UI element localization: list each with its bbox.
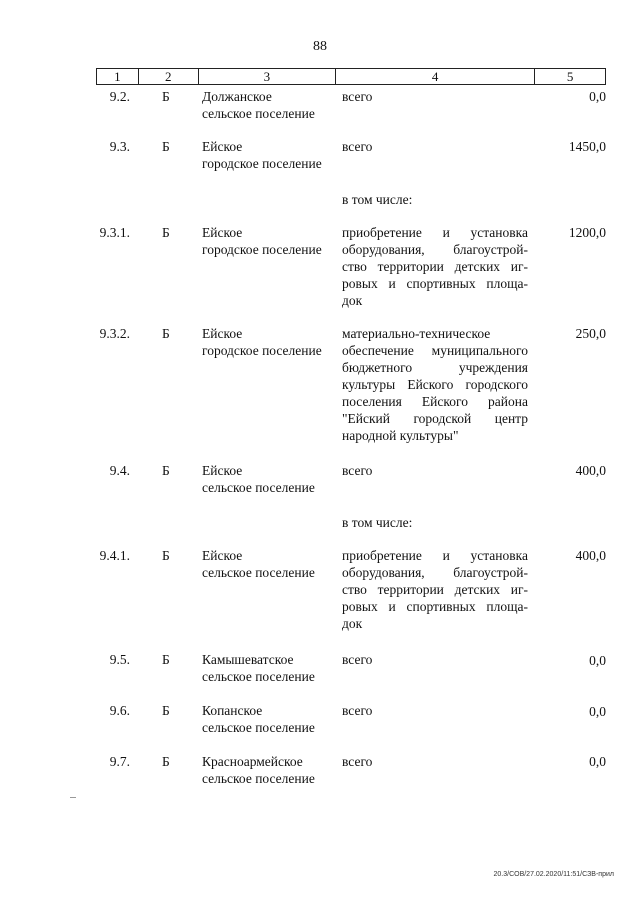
settlement-line: сельское поселение — [202, 669, 315, 684]
row-description — [342, 547, 528, 632]
settlement-line: Копанское — [202, 703, 263, 718]
header-cell-2: 2 — [139, 69, 199, 84]
settlement-line: Красноармейское — [202, 754, 303, 769]
row-value: 250,0 — [575, 326, 606, 341]
settlement-line: Камышеватское — [202, 652, 294, 667]
settlement-line: сельское поселение — [202, 771, 315, 786]
settlement-line: городское поселение — [202, 242, 322, 257]
row-number: 9.4.1. — [99, 548, 130, 563]
description-line: "Ейский городской центр — [342, 411, 528, 426]
description-line: всего — [342, 754, 373, 769]
description-line: оборудования, благоустрой- — [342, 565, 528, 580]
row-description — [342, 462, 528, 479]
row-description — [342, 753, 528, 770]
row-type: Б — [162, 89, 170, 104]
row-number: 9.3.2. — [99, 326, 130, 341]
description-line: оборудования, благоустрой- — [342, 242, 528, 257]
footer-stamp: 20.3/COB/27.02.2020/11:51/СЗВ-прил — [493, 871, 614, 878]
row-settlement — [202, 224, 342, 258]
row-number: 9.4. — [109, 463, 130, 478]
row-description — [342, 88, 528, 105]
description-line: народной культуры" — [342, 428, 459, 443]
description-line: док — [342, 293, 363, 308]
row-value: 400,0 — [575, 548, 606, 563]
description-line: всего — [342, 652, 373, 667]
description-line: ство территории детских иг- — [342, 259, 528, 274]
row-description — [342, 702, 528, 719]
row-description — [342, 224, 528, 309]
row-description — [342, 651, 528, 668]
settlement-line: Ейское — [202, 326, 243, 341]
description-line: бюджетного учреждения — [342, 360, 528, 375]
description-line: ство территории детских иг- — [342, 582, 528, 597]
row-number: 9.3. — [109, 139, 130, 154]
settlement-line: сельское поселение — [202, 106, 315, 121]
row-value: 0,0 — [589, 754, 606, 769]
row-value: 0,0 — [589, 653, 606, 668]
row-number: 9.5. — [109, 652, 130, 667]
row-type: Б — [162, 548, 170, 563]
header-cell-4: 4 — [336, 69, 535, 84]
settlement-line: сельское поселение — [202, 565, 315, 580]
settlement-line: Ейское — [202, 463, 243, 478]
row-type: Б — [162, 652, 170, 667]
row-number: 9.6. — [109, 703, 130, 718]
description-line: материально-техническое — [342, 326, 491, 341]
row-number: 9.3.1. — [99, 225, 130, 240]
header-cell-3: 3 — [199, 69, 336, 84]
table-header — [96, 68, 606, 85]
row-settlement — [202, 88, 342, 122]
settlement-line: городское поселение — [202, 156, 322, 171]
row-settlement — [202, 702, 342, 736]
subheading-including: в том числе: — [342, 192, 413, 207]
description-line: обеспечение муниципального — [342, 343, 528, 358]
row-settlement — [202, 138, 342, 172]
description-line: ровых и спортивных площа- — [342, 276, 528, 291]
description-line: поселения Ейского района — [342, 394, 528, 409]
description-line: всего — [342, 463, 373, 478]
subheading-including: в том числе: — [342, 515, 413, 530]
settlement-line: сельское поселение — [202, 720, 315, 735]
description-line: приобретение и установка — [342, 225, 528, 240]
row-value: 1200,0 — [568, 225, 606, 240]
row-value: 0,0 — [589, 704, 606, 719]
row-settlement — [202, 753, 342, 787]
row-description — [342, 325, 528, 444]
row-type: Б — [162, 754, 170, 769]
description-line: всего — [342, 139, 373, 154]
row-settlement — [202, 547, 342, 581]
row-type: Б — [162, 225, 170, 240]
settlement-line: Должанское — [202, 89, 272, 104]
row-value: 400,0 — [575, 463, 606, 478]
margin-mark — [70, 797, 76, 798]
description-line: приобретение и установка — [342, 548, 528, 563]
row-number: 9.2. — [109, 89, 130, 104]
settlement-line: сельское поселение — [202, 480, 315, 495]
settlement-line: Ейское — [202, 139, 243, 154]
row-value: 0,0 — [589, 89, 606, 104]
description-line: культуры Ейского городского — [342, 377, 528, 392]
settlement-line: Ейское — [202, 548, 243, 563]
row-settlement — [202, 651, 342, 685]
row-number: 9.7. — [109, 754, 130, 769]
settlement-line: Ейское — [202, 225, 243, 240]
row-type: Б — [162, 139, 170, 154]
row-type: Б — [162, 463, 170, 478]
row-value: 1450,0 — [568, 139, 606, 154]
settlement-line: городское поселение — [202, 343, 322, 358]
header-cell-1: 1 — [97, 69, 139, 84]
row-settlement — [202, 325, 342, 359]
row-type: Б — [162, 326, 170, 341]
row-settlement — [202, 462, 342, 496]
description-line: док — [342, 616, 363, 631]
description-line: ровых и спортивных площа- — [342, 599, 528, 614]
description-line: всего — [342, 89, 373, 104]
header-cell-5: 5 — [566, 69, 574, 84]
page-number: 88 — [313, 39, 327, 54]
row-description — [342, 138, 528, 155]
description-line: всего — [342, 703, 373, 718]
row-type: Б — [162, 703, 170, 718]
